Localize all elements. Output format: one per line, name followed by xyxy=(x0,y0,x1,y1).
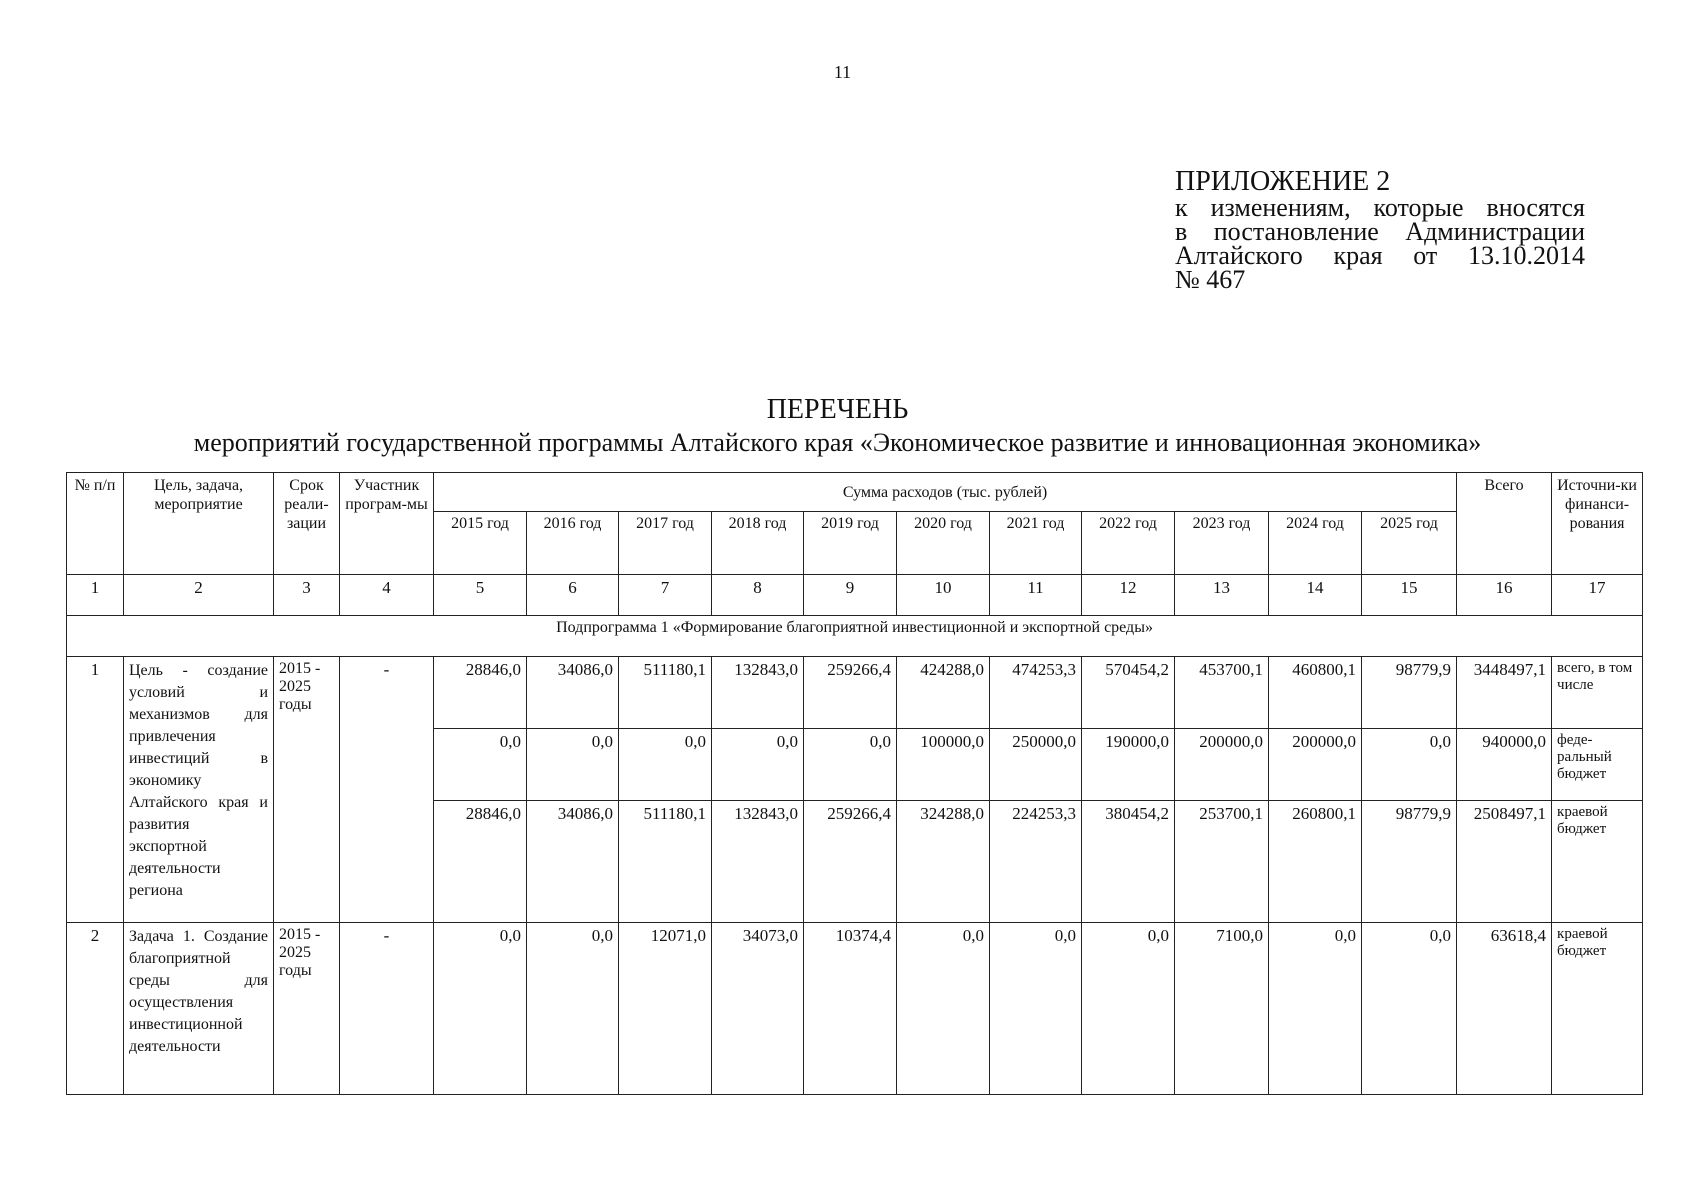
cell-value: 132843,0 xyxy=(712,657,804,729)
cell-value: 424288,0 xyxy=(897,657,990,729)
row-goal: Задача 1. Создание благоприятной среды для осуществления инвестиционной деятельности xyxy=(124,923,274,1095)
cell-value: 34086,0 xyxy=(527,657,619,729)
column-number: 6 xyxy=(527,575,619,616)
header-no: № п/п xyxy=(67,473,124,575)
cell-total: 63618,4 xyxy=(1457,923,1552,1095)
column-number: 10 xyxy=(897,575,990,616)
column-number: 8 xyxy=(712,575,804,616)
header-year: 2021 год xyxy=(990,512,1082,575)
cell-source: феде-ральный бюджет xyxy=(1552,729,1643,801)
page-number: 11 xyxy=(833,62,852,82)
header-year: 2015 год xyxy=(434,512,527,575)
appendix-block xyxy=(1175,168,1585,292)
row-number: 2 xyxy=(67,923,124,1095)
cell-value: 511180,1 xyxy=(619,801,712,923)
column-number: 7 xyxy=(619,575,712,616)
column-number: 2 xyxy=(124,575,274,616)
cell-value: 132843,0 xyxy=(712,801,804,923)
cell-value: 10374,4 xyxy=(804,923,897,1095)
cell-value: 200000,0 xyxy=(1269,729,1362,801)
appendix-title: ПРИЛОЖЕНИЕ 2 xyxy=(1175,166,1391,197)
header-term: Срок реали-зации xyxy=(274,473,340,575)
document-title: ПЕРЕЧЕНЬ xyxy=(766,394,909,425)
appendix-line-1: к изменениям, которые вносятся xyxy=(1175,193,1585,222)
cell-value: 0,0 xyxy=(1269,923,1362,1095)
column-number: 1 xyxy=(67,575,124,616)
cell-value: 200000,0 xyxy=(1175,729,1269,801)
column-number: 9 xyxy=(804,575,897,616)
document-subtitle: мероприятий государственной программы Алтайского края «Экономическое развитие и инновационная экономика» xyxy=(193,428,1482,457)
header-year: 2018 год xyxy=(712,512,804,575)
header-year: 2022 год xyxy=(1082,512,1175,575)
header-sum: Сумма расходов (тыс. рублей) xyxy=(434,473,1457,512)
column-number: 12 xyxy=(1082,575,1175,616)
cell-value: 570454,2 xyxy=(1082,657,1175,729)
cell-value: 460800,1 xyxy=(1269,657,1362,729)
cell-value: 100000,0 xyxy=(897,729,990,801)
column-number: 3 xyxy=(274,575,340,616)
cell-value: 0,0 xyxy=(1362,923,1457,1095)
table-row xyxy=(67,657,1643,729)
cell-total: 3448497,1 xyxy=(1457,657,1552,729)
header-year: 2017 год xyxy=(619,512,712,575)
column-number: 17 xyxy=(1552,575,1643,616)
cell-value: 34086,0 xyxy=(527,801,619,923)
cell-total: 2508497,1 xyxy=(1457,801,1552,923)
cell-value: 98779,9 xyxy=(1362,801,1457,923)
header-year: 2025 год xyxy=(1362,512,1457,575)
column-numbers-row xyxy=(67,575,1643,616)
header-year: 2019 год xyxy=(804,512,897,575)
cell-value: 0,0 xyxy=(527,923,619,1095)
cell-value: 259266,4 xyxy=(804,657,897,729)
appendix-line-4: № 467 xyxy=(1175,265,1246,294)
measures-table xyxy=(66,472,1643,1095)
column-number: 4 xyxy=(340,575,434,616)
table-row xyxy=(67,923,1643,1095)
row-participant: - xyxy=(340,923,434,1095)
cell-value: 12071,0 xyxy=(619,923,712,1095)
cell-value: 0,0 xyxy=(990,923,1082,1095)
cell-value: 0,0 xyxy=(897,923,990,1095)
column-number: 15 xyxy=(1362,575,1457,616)
cell-value: 324288,0 xyxy=(897,801,990,923)
cell-value: 224253,3 xyxy=(990,801,1082,923)
cell-value: 253700,1 xyxy=(1175,801,1269,923)
cell-value: 453700,1 xyxy=(1175,657,1269,729)
cell-source: краевой бюджет xyxy=(1552,923,1643,1095)
header-goal: Цель, задача, мероприятие xyxy=(124,473,274,575)
cell-value: 0,0 xyxy=(712,729,804,801)
cell-value: 0,0 xyxy=(1082,923,1175,1095)
row-term: 2015 - 2025 годы xyxy=(274,657,340,923)
column-number: 11 xyxy=(990,575,1082,616)
header-year: 2020 год xyxy=(897,512,990,575)
header-total: Всего xyxy=(1457,473,1552,575)
subprogram-title: Подпрограмма 1 «Формирование благоприятной инвестиционной и экспортной среды» xyxy=(67,616,1643,657)
cell-total: 940000,0 xyxy=(1457,729,1552,801)
cell-value: 0,0 xyxy=(527,729,619,801)
cell-value: 0,0 xyxy=(619,729,712,801)
cell-value: 190000,0 xyxy=(1082,729,1175,801)
column-number: 14 xyxy=(1269,575,1362,616)
header-year: 2023 год xyxy=(1175,512,1269,575)
header-source: Источни-ки финанси-рования xyxy=(1552,473,1643,575)
column-number: 16 xyxy=(1457,575,1552,616)
cell-value: 250000,0 xyxy=(990,729,1082,801)
column-number: 13 xyxy=(1175,575,1269,616)
cell-value: 0,0 xyxy=(804,729,897,801)
cell-value: 34073,0 xyxy=(712,923,804,1095)
cell-value: 511180,1 xyxy=(619,657,712,729)
cell-value: 0,0 xyxy=(434,923,527,1095)
column-number: 5 xyxy=(434,575,527,616)
header-year: 2016 год xyxy=(527,512,619,575)
row-term: 2015 - 2025 годы xyxy=(274,923,340,1095)
cell-value: 380454,2 xyxy=(1082,801,1175,923)
cell-value: 98779,9 xyxy=(1362,657,1457,729)
cell-source: всего, в том числе xyxy=(1552,657,1643,729)
cell-value: 474253,3 xyxy=(990,657,1082,729)
appendix-line-2: в постановление Администрации xyxy=(1175,217,1585,246)
row-participant: - xyxy=(340,657,434,923)
row-goal: Цель - создание условий и механизмов для привлечения инвестиций в экономику Алтайского края и развития экспортной деятельности региона xyxy=(124,657,274,923)
cell-source: краевой бюджет xyxy=(1552,801,1643,923)
header-year: 2024 год xyxy=(1269,512,1362,575)
cell-value: 0,0 xyxy=(1362,729,1457,801)
header-participant: Участник програм-мы xyxy=(340,473,434,575)
cell-value: 7100,0 xyxy=(1175,923,1269,1095)
cell-value: 28846,0 xyxy=(434,801,527,923)
row-number: 1 xyxy=(67,657,124,923)
appendix-line-3: Алтайского края от 13.10.2014 xyxy=(1175,241,1585,270)
cell-value: 259266,4 xyxy=(804,801,897,923)
cell-value: 260800,1 xyxy=(1269,801,1362,923)
cell-value: 28846,0 xyxy=(434,657,527,729)
cell-value: 0,0 xyxy=(434,729,527,801)
